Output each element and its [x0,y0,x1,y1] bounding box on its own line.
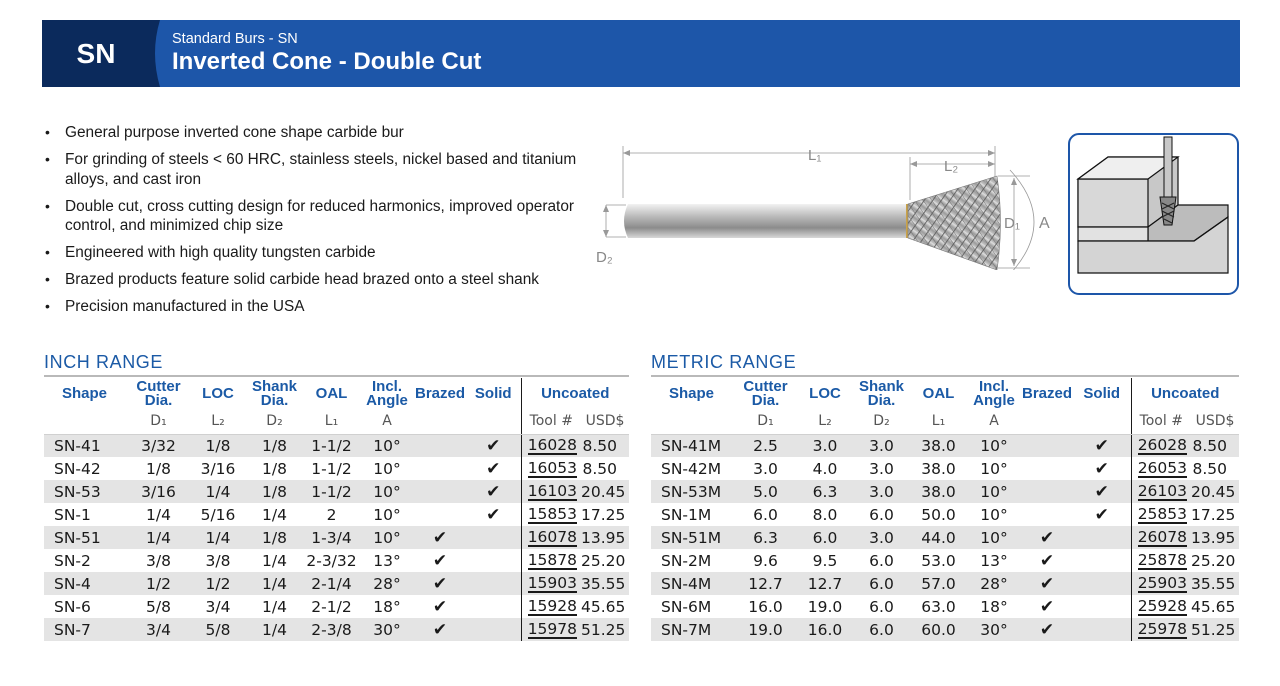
feature-item: • Precision manufactured in the USA [44,297,604,317]
brazed-check-cell: ✔ [1021,572,1073,595]
sub-shape [651,409,734,434]
table-row [651,480,1239,503]
loc-cell: 6.0 [797,526,853,549]
l2-label: L₂ [944,158,959,175]
d2-label: D₂ [596,249,613,266]
angle-cell: 28° [360,572,414,595]
solid-check-cell [1073,526,1131,549]
solid-check-cell: ✔ [486,458,501,479]
table-row [651,503,1239,526]
brazed-check-cell: ✔ [1039,596,1055,617]
oal-cell: 38.0 [910,480,967,503]
metric-title-rule [651,375,1239,377]
inch-title-rule [44,375,629,377]
shape-cell: SN-4M [651,572,734,595]
sub-d1: D₁ [734,409,797,434]
angle-cell: 10° [373,459,401,478]
cutter-dia-cell: 3.0 [753,459,778,478]
cutter-dia-cell: 9.6 [753,551,778,570]
tool-number-cell [1131,549,1191,572]
feature-list [44,123,604,324]
table-row [651,618,1239,641]
solid-check-cell: ✔ [1073,480,1131,503]
cutter-dia-cell: 6.3 [734,526,797,549]
shank-dia-cell: 3.0 [853,526,910,549]
bur-profile-icon [590,140,1060,270]
col-solid: Solid [474,384,512,402]
solid-check-cell [466,572,521,595]
cutter-dia-cell: 6.0 [753,505,778,524]
feature-item: • Brazed products feature solid carbide head brazed onto a steel shank [44,270,604,290]
table-row [44,480,629,503]
oal-cell: 2-3/8 [303,618,360,641]
solid-check-cell [466,595,521,618]
loc-cell: 5/16 [200,505,236,524]
solid-check-cell [1073,572,1131,595]
table-row [44,457,629,480]
tool-number: 15878 [527,551,577,569]
table-row [44,572,629,595]
solid-check-cell: ✔ [1094,458,1109,479]
shank-dia-cell: 6.0 [869,505,894,524]
oal-cell: 2-1/2 [311,597,352,616]
shank-dia-cell: 1/8 [246,434,303,457]
sub-l1: L₁ [303,409,360,434]
brazed-check-cell: ✔ [1021,618,1073,641]
shape-cell: SN-42 [54,459,101,478]
shape-cell: SN-2 [54,551,91,570]
tool-number-cell [1131,595,1191,618]
col-oal: OAL [922,384,955,402]
shank-dia-cell: 6.0 [869,551,894,570]
oal-cell: 60.0 [910,618,967,641]
feature-item: • Double cut, cross cutting design for reduced harmonics, improved operator control, and minimized chip size [44,197,604,236]
table-row [44,595,629,618]
shape-cell: SN-7 [44,618,127,641]
cutter-dia-cell: 5.0 [734,480,797,503]
tool-number: 15903 [527,574,577,592]
brazed-check-cell [414,434,466,457]
angle-cell: 10° [967,434,1021,457]
shape-cell: SN-42M [661,459,722,478]
sub-solid [466,409,521,434]
feature-item: • General purpose inverted cone shape carbide bur [44,123,604,143]
angle-cell: 18° [980,597,1008,616]
shape-cell: SN-51 [44,526,127,549]
shape-cell: SN-41 [44,434,127,457]
shape-cell: SN-7M [651,618,734,641]
sub-d1: D₁ [127,409,190,434]
sub-tool: Tool # [1131,409,1191,434]
feature-item: • Engineered with high quality tungsten carbide [44,243,604,263]
shank-dia-cell: 1/8 [262,459,287,478]
cutter-dia-cell: 3/32 [127,434,190,457]
col-cutter-dia: Cutter Dia. [136,377,181,409]
sub-tool: Tool # [521,409,581,434]
tool-number-cell [1131,457,1191,480]
sub-d2: D₂ [853,409,910,434]
tool-number: 25903 [1137,574,1187,592]
metric-table-body [651,434,1239,641]
solid-check-cell: ✔ [486,504,501,525]
loc-cell: 19.0 [807,597,843,616]
tool-number: 15978 [527,620,577,638]
sub-usd: USD$ [581,409,629,434]
solid-check-cell [1073,618,1131,641]
tool-number-cell [521,480,581,503]
price-cell: 13.95 [1191,526,1239,549]
oal-cell: 38.0 [910,434,967,457]
tool-number-cell [1131,618,1191,641]
oal-cell: 1-3/4 [303,526,360,549]
angle-cell: 18° [373,597,401,616]
sub-l2: L₂ [190,409,246,434]
tool-number-cell [521,572,581,595]
price-cell: 17.25 [581,505,626,524]
shank-dia-cell: 1/4 [262,551,287,570]
loc-cell: 8.0 [812,505,838,524]
sub-usd: USD$ [1191,409,1239,434]
oal-cell: 2 [326,505,337,524]
loc-cell: 4.0 [812,459,838,478]
oal-cell: 38.0 [921,459,956,478]
oal-cell: 53.0 [921,551,956,570]
cutter-dia-cell: 3/8 [146,551,171,570]
oal-cell: 2-3/32 [306,551,357,570]
loc-cell: 1/2 [190,572,246,595]
tool-number: 16078 [527,528,577,546]
cutter-dia-cell: 3/4 [127,618,190,641]
price-cell: 17.25 [1191,505,1236,524]
inch-range-title: INCH RANGE [44,352,164,372]
tool-number-cell [521,434,581,457]
cutter-dia-cell: 12.7 [734,572,797,595]
solid-check-cell: ✔ [466,434,521,457]
col-cutter-dia: Cutter Dia. [743,377,788,409]
feature-item: • For grinding of steels < 60 HRC, stainless steels, nickel based and titanium alloys, and cast iron [44,150,604,189]
tool-number: 26053 [1137,459,1187,477]
brazed-check-cell: ✔ [1039,550,1055,571]
tool-number-cell [1131,434,1191,457]
cutter-dia-cell: 1/8 [146,459,171,478]
col-shape: Shape [669,384,715,402]
col-oal: OAL [315,384,348,402]
oal-cell: 57.0 [910,572,967,595]
price-cell: 8.50 [581,434,629,457]
brazed-check-cell [414,480,466,503]
shank-dia-cell: 6.0 [853,572,910,595]
tool-number-cell [521,526,581,549]
col-uncoated: Uncoated [1131,378,1239,409]
brazed-check-cell [1021,503,1073,526]
price-cell: 20.45 [581,480,629,503]
sub-a: A [967,409,1021,434]
sub-l1: L₁ [910,409,967,434]
brazed-check-cell [414,457,466,480]
brazed-check-cell: ✔ [432,596,448,617]
brazed-check-cell [1021,480,1073,503]
tool-number-cell [521,618,581,641]
price-cell: 8.50 [1191,434,1239,457]
shank-dia-cell: 6.0 [853,618,910,641]
loc-cell: 3/16 [200,459,236,478]
tool-number-cell [521,595,581,618]
tool-number-cell [521,457,581,480]
angle-cell: 10° [360,526,414,549]
shank-dia-cell: 1/4 [262,597,287,616]
shank-dia-cell: 1/4 [262,505,287,524]
sub-brazed [414,409,466,434]
shape-cell: SN-53M [651,480,734,503]
brazed-check-cell: ✔ [432,550,448,571]
shape-cell: SN-53 [44,480,127,503]
table-row [44,503,629,526]
angle-cell: 13° [373,551,401,570]
shape-cell: SN-1M [661,505,712,524]
angle-cell: 10° [360,434,414,457]
price-cell: 25.20 [1191,551,1236,570]
angle-cell: 28° [967,572,1021,595]
price-cell: 8.50 [582,459,617,478]
oal-cell: 50.0 [921,505,956,524]
angle-cell: 10° [373,505,401,524]
series-subtitle: Standard Burs - SN [172,31,298,47]
col-uncoated: Uncoated [521,378,629,409]
price-cell: 35.55 [1191,572,1239,595]
shank-dia-cell: 1/8 [246,526,303,549]
tool-number: 15928 [527,597,577,615]
inch-table [44,378,629,641]
tool-number: 25978 [1137,620,1187,638]
loc-cell: 12.7 [797,572,853,595]
tool-number: 26028 [1137,436,1187,455]
header-banner [42,20,1240,87]
solid-check-cell [466,549,521,572]
loc-cell: 1/4 [190,480,246,503]
price-cell: 8.50 [1192,459,1227,478]
oal-cell: 63.0 [921,597,956,616]
brazed-check-cell: ✔ [1021,526,1073,549]
tool-number: 26078 [1137,528,1187,546]
brazed-check-cell: ✔ [414,618,466,641]
cutter-dia-cell: 1/4 [146,505,171,524]
solid-check-cell [466,618,521,641]
price-cell: 35.55 [581,572,629,595]
angle-cell: 30° [967,618,1021,641]
angle-label: A [1039,215,1050,232]
loc-cell: 3/4 [205,597,231,616]
col-shank-dia: Shank Dia. [858,377,904,409]
col-loc: LOC [202,384,234,402]
price-cell: 13.95 [581,526,629,549]
brazed-check-cell: ✔ [414,572,466,595]
oal-cell: 1-1/2 [303,480,360,503]
shape-cell: SN-1 [54,505,91,524]
table-row [651,457,1239,480]
loc-cell: 16.0 [797,618,853,641]
shape-cell: SN-2M [661,551,712,570]
solid-check-cell: ✔ [1094,504,1109,525]
brazed-check-cell: ✔ [414,526,466,549]
shape-cell: SN-6M [661,597,712,616]
series-code: SN [76,37,116,69]
angle-cell: 10° [360,480,414,503]
angle-cell: 10° [967,480,1021,503]
loc-cell: 1/8 [190,434,246,457]
loc-cell: 3/8 [205,551,231,570]
oal-cell: 2-1/4 [303,572,360,595]
table-row [651,526,1239,549]
table-row [651,434,1239,457]
solid-check-cell: ✔ [466,480,521,503]
price-cell: 51.25 [581,618,629,641]
tool-number: 25853 [1137,505,1187,523]
corner-deburr-icon [1068,133,1239,295]
l1-label: L₁ [808,147,822,164]
tool-number-cell [521,549,581,572]
col-incl-angle: Incl. Angle [973,377,1015,409]
page-title: Inverted Cone - Double Cut [172,48,482,75]
loc-cell: 1/4 [190,526,246,549]
col-incl-angle: Incl. Angle [366,377,408,409]
price-cell: 45.65 [581,597,626,616]
sub-solid [1073,409,1131,434]
sub-shape [44,409,127,434]
solid-check-cell [1073,549,1131,572]
col-solid: Solid [1083,384,1121,402]
tool-number: 25928 [1137,597,1187,615]
shank-dia-cell: 6.0 [869,597,894,616]
loc-cell: 9.5 [812,551,838,570]
shank-dia-cell: 3.0 [853,480,910,503]
shape-cell: SN-6 [54,597,91,616]
tool-number: 16028 [527,436,577,455]
price-cell: 45.65 [1191,597,1236,616]
cutter-dia-cell: 3/16 [127,480,190,503]
angle-cell: 13° [980,551,1008,570]
table-row [44,549,629,572]
col-loc: LOC [809,384,841,402]
angle-cell: 10° [980,505,1008,524]
col-shape: Shape [62,384,108,402]
sub-a: A [360,409,414,434]
shape-cell: SN-4 [44,572,127,595]
cutter-dia-cell: 16.0 [748,597,783,616]
shape-cell: SN-51M [651,526,734,549]
tool-number: 16103 [527,482,577,500]
tool-number-cell [1131,526,1191,549]
tool-number-cell [1131,503,1191,526]
solid-check-cell [1073,595,1131,618]
oal-cell: 44.0 [910,526,967,549]
sub-l2: L₂ [797,409,853,434]
angle-cell: 10° [980,459,1008,478]
tool-number-cell [521,503,581,526]
oal-cell: 1-1/2 [311,459,352,478]
tool-number-cell [1131,572,1191,595]
shank-dia-cell: 1/4 [246,618,303,641]
cutter-dia-cell: 5/8 [146,597,171,616]
shape-cell: SN-41M [651,434,734,457]
shank-dia-cell: 3.0 [869,459,894,478]
oal-cell: 1-1/2 [303,434,360,457]
shank-dia-cell: 1/8 [246,480,303,503]
shank-dia-cell: 3.0 [853,434,910,457]
table-row [651,549,1239,572]
cutter-dia-cell: 2.5 [734,434,797,457]
tool-number: 15853 [527,505,577,523]
brazed-check-cell [414,503,466,526]
brazed-check-cell [1021,434,1073,457]
price-cell: 51.25 [1191,618,1239,641]
table-row [651,595,1239,618]
metric-table [651,378,1239,641]
tool-number-cell [1131,480,1191,503]
sub-brazed [1021,409,1073,434]
tool-number: 16053 [527,459,577,477]
metric-range-title: METRIC RANGE [651,352,797,372]
loc-cell: 6.3 [797,480,853,503]
d1-label: D₁ [1004,215,1020,232]
cutter-dia-cell: 19.0 [734,618,797,641]
angle-cell: 10° [967,526,1021,549]
sub-d2: D₂ [246,409,303,434]
inch-table-body [44,434,629,641]
solid-check-cell [466,526,521,549]
cutter-dia-cell: 1/4 [127,526,190,549]
table-row [44,434,629,457]
price-cell: 20.45 [1191,480,1239,503]
loc-cell: 5/8 [190,618,246,641]
shank-dia-cell: 1/4 [246,572,303,595]
table-row [44,526,629,549]
col-shank-dia: Shank Dia. [251,377,297,409]
col-brazed: Brazed [414,384,466,402]
loc-cell: 3.0 [797,434,853,457]
tool-number: 26103 [1137,482,1187,500]
col-brazed: Brazed [1021,384,1073,402]
brazed-check-cell [1021,457,1073,480]
solid-check-cell: ✔ [1073,434,1131,457]
price-cell: 25.20 [581,551,626,570]
angle-cell: 30° [360,618,414,641]
table-row [651,572,1239,595]
table-row [44,618,629,641]
cutter-dia-cell: 1/2 [127,572,190,595]
tool-number: 25878 [1137,551,1187,569]
